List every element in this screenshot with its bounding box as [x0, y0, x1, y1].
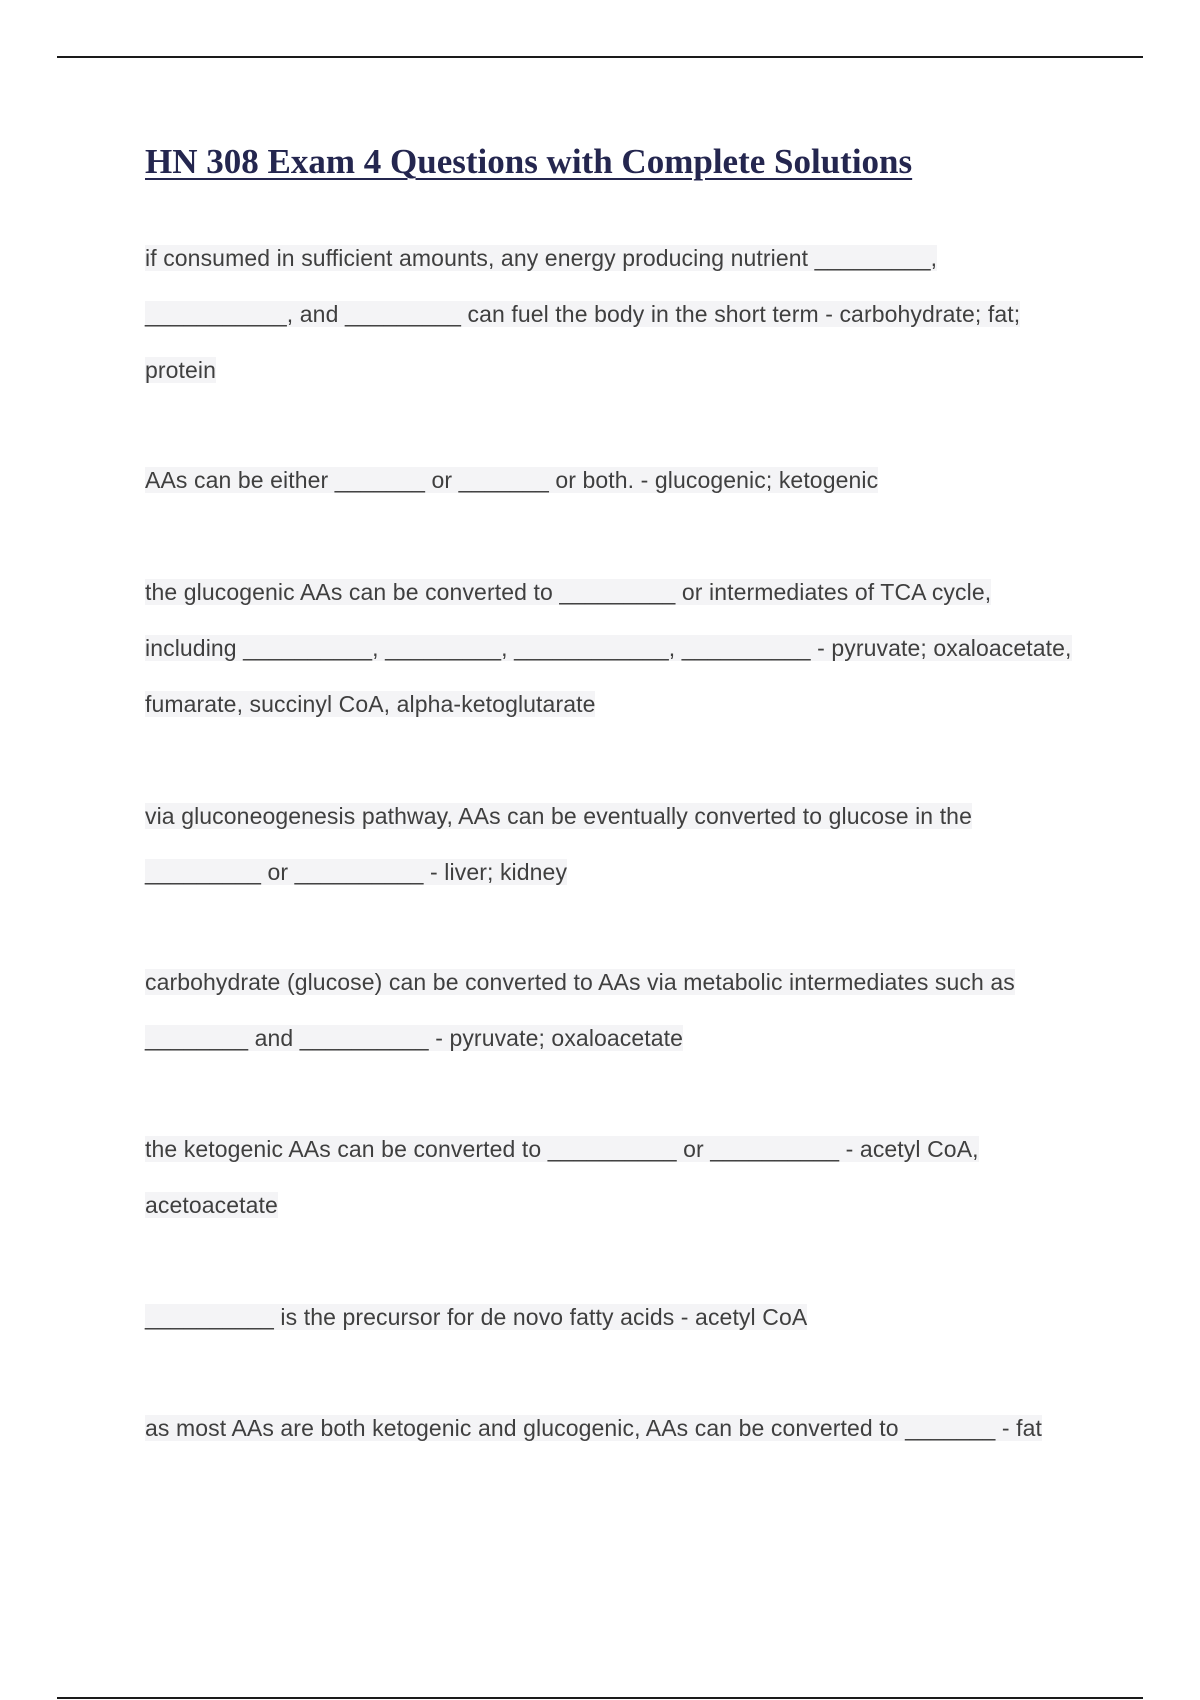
question-line: the glucogenic AAs can be converted to _________ or intermediates of TCA cycle, [145, 579, 992, 605]
header-rule [57, 56, 1143, 58]
question-line: as most AAs are both ketogenic and glucogenic, AAs can be converted to _______ - fat [145, 1415, 1043, 1441]
question-3 [145, 564, 1105, 732]
question-5 [145, 954, 1105, 1066]
question-line: _________ or __________ - liver; kidney [145, 859, 568, 885]
question-6 [145, 1121, 1105, 1233]
question-line: including __________, _________, ____________, __________ - pyruvate; oxaloacetate, [145, 635, 1072, 661]
question-line: ________ and __________ - pyruvate; oxaloacetate [145, 1025, 684, 1051]
question-1 [145, 230, 1105, 398]
question-line: AAs can be either _______ or _______ or both. - glucogenic; ketogenic [145, 467, 879, 493]
question-line: ___________, and _________ can fuel the body in the short term - carbohydrate; fat; [145, 301, 1021, 327]
footer-rule [57, 1697, 1143, 1699]
question-line: via gluconeogenesis pathway, AAs can be eventually converted to glucose in the [145, 803, 972, 829]
question-line: carbohydrate (glucose) can be converted to AAs via metabolic intermediates such as [145, 969, 1015, 995]
question-line: __________ is the precursor for de novo fatty acids - acetyl CoA [145, 1304, 808, 1330]
question-4 [145, 788, 1105, 900]
question-line: protein [145, 357, 217, 383]
question-line: acetoacetate [145, 1192, 278, 1218]
question-2 [145, 452, 1105, 508]
question-line: if consumed in sufficient amounts, any energy producing nutrient _________, [145, 245, 938, 271]
document-title: HN 308 Exam 4 Questions with Complete Solutions [145, 142, 913, 181]
question-7 [145, 1289, 1105, 1345]
question-line: the ketogenic AAs can be converted to __________ or __________ - acetyl CoA, [145, 1136, 979, 1162]
question-8 [145, 1400, 1105, 1456]
question-line: fumarate, succinyl CoA, alpha-ketoglutarate [145, 691, 596, 717]
